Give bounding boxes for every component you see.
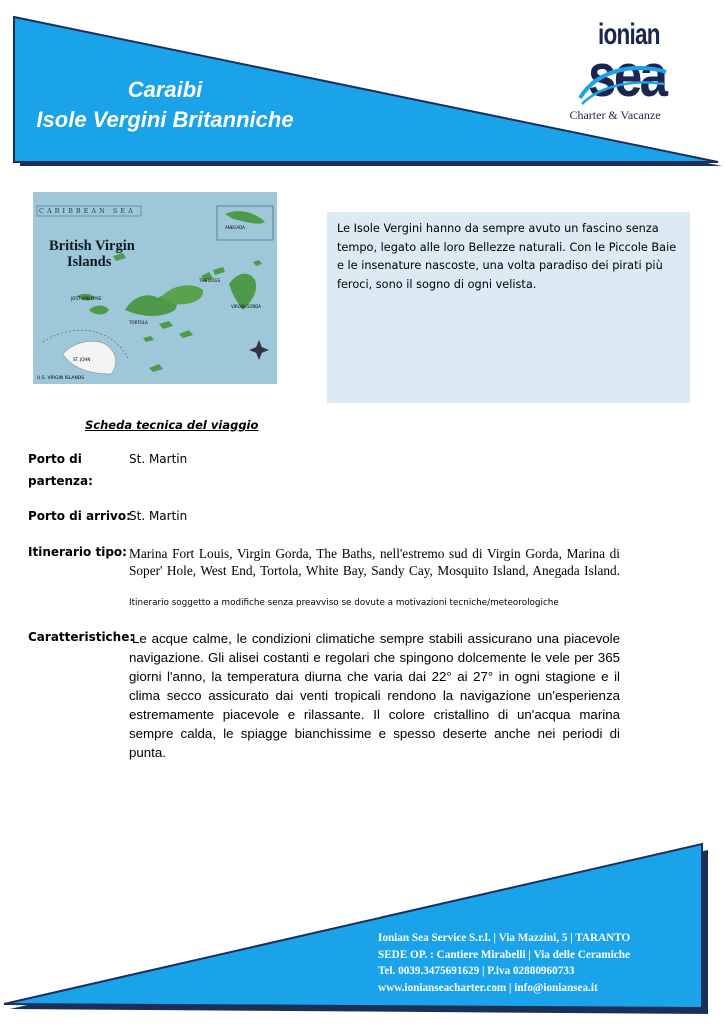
header-title-line2: Isole Vergini Britanniche [36,107,294,132]
map-label-virgin-gorda: VIRGIN GORDA [231,304,262,309]
map-illustration [33,192,277,384]
caratteristiche-label: Caratteristiche: [28,630,135,644]
map-label-jost: JOST VAN DYKE [71,296,102,301]
footer-line1: Ionian Sea Service S.r.l. | Via Mazzini, 5 | TARANTO [378,932,631,944]
map-title-line2: Islands [67,254,112,270]
map-sea-label: CARIBBEAN SEA [39,207,136,215]
porto-arrivo-value: St. Martin [129,509,188,523]
map-title-line1: British Virgin [49,238,135,254]
scheda-title: Scheda tecnica del viaggio [85,418,259,432]
bvi-map [33,192,277,384]
logo-word-ionian: ionian [598,18,660,51]
logo-swoosh-icon [578,58,668,108]
map-label-st-john: ST. JOHN [73,357,91,362]
map-label-us-islands: U.S. VIRGIN ISLANDS [37,376,85,381]
footer-line4: www.ionianseacharter.com | info@ioniansea.it [378,981,598,994]
header-title-line1: Caraibi [127,77,203,102]
logo-tagline: Charter & Vacanze [569,108,661,122]
map-label-anegada: ANEGADA [225,225,245,230]
itinerario-label: Itinerario tipo: [28,545,127,559]
footer-line3: Tel. 0039.3475691629 | P.iva 02880960733 [378,965,575,977]
map-label-tortola: TORTOLA [129,320,148,325]
intro-box: Le Isole Vergini hanno da sempre avuto un fascino senza tempo, legato alle loro Bellezze naturali. Con le Piccole Baie e le insenature nascoste, una volta paradiso dei pirati più feroci, sono il sogno di ogni velista. [327,212,690,403]
logo-word-sea: sea [588,42,666,109]
map-label-dogs: THE DOGS [199,278,221,283]
footer-line2: SEDE OP. : Cantiere Mirabelli | Via delle Ceramiche [378,948,630,961]
porto-partenza-value: St. Martin [129,452,188,466]
porto-partenza-label-1: Porto di [28,452,82,466]
porto-partenza-label-2: partenza: [28,474,93,488]
footer-contacts [378,930,693,996]
porto-arrivo-label: Porto di arrivo: [28,509,131,523]
itinerario-value: Marina Fort Louis, Virgin Gorda, The Baths, nell'estremo sud di Virgin Gorda, Marina di Soper' Hole, West End, Tortola, White Bay, Sandy Cay, Mosquito Island, Anegada Island. [129,546,620,578]
caratteristiche-value: Le acque calme, le condizioni climatiche sempre stabili assicurano una piacevole navigazione. Gli alisei costanti e regolari che spingono dolcemente le vele per 365 giorni l'anno, la temperatura diurna che varia dai 22° ai 27° in ogni stagione e il clima secco assicurato dai venti tropicali rendono la navigazione un'esperienza estremamente piacevole e rilassante. Il colore cristallino di un'acqua marina sempre calda, le spiagge bianchissime e spesso deserte anche nei periodi di punta. [129,631,620,760]
company-logo [560,18,680,128]
itinerario-note: Itinerario soggetto a modifiche senza preavviso se dovute a motivazioni tecniche/meteorologiche [129,598,559,608]
